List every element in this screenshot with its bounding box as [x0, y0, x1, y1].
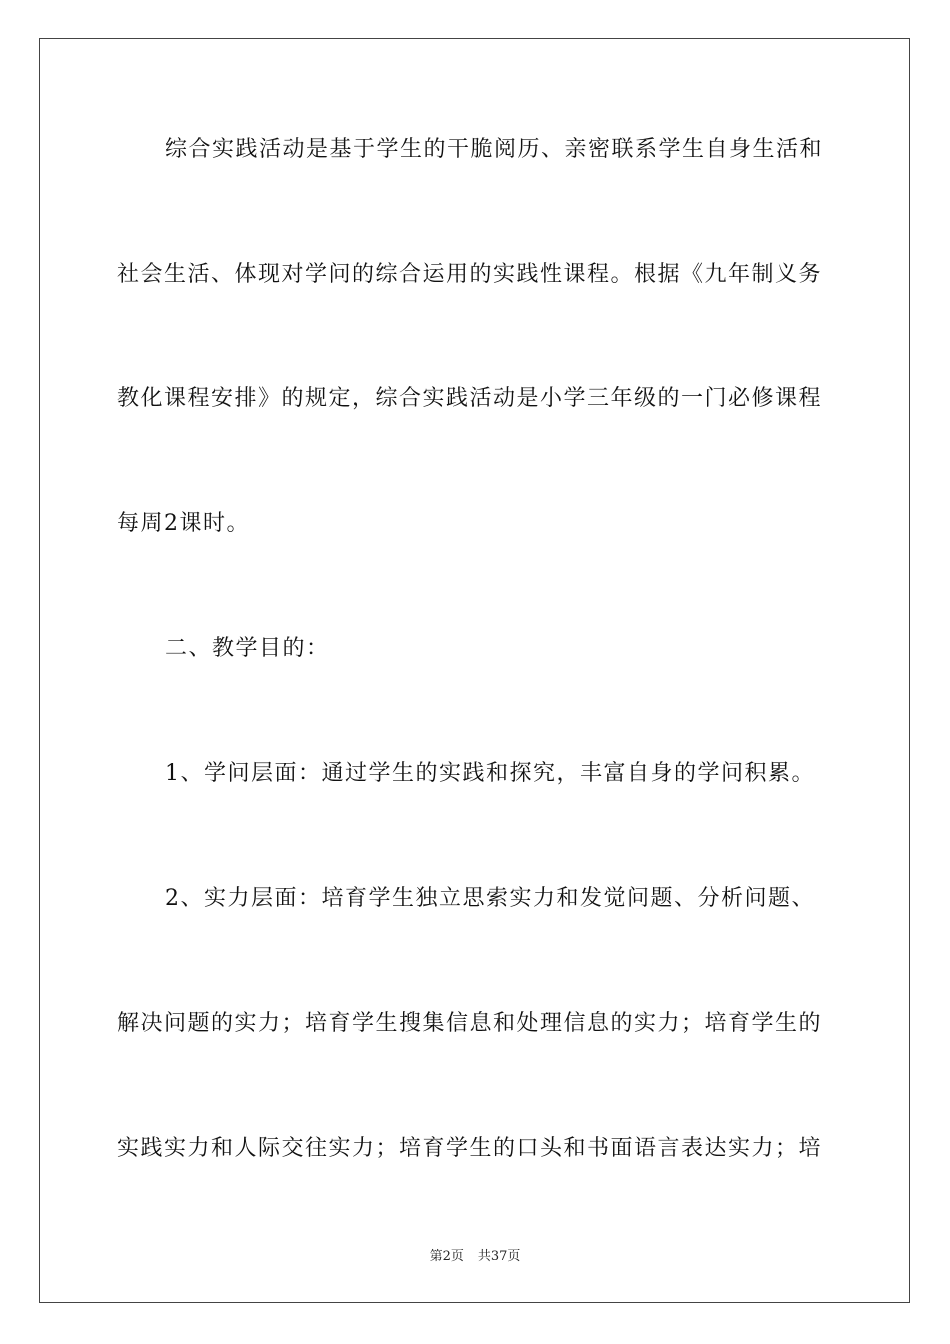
- paragraph-line: 综合实践活动是基于学生的干脆阅历、亲密联系学生自身生活和: [165, 137, 824, 162]
- paragraph-line: 解决问题的实力；培育学生搜集信息和处理信息的实力；培育学生的: [117, 1011, 823, 1036]
- paragraph-line: 2、实力层面：培育学生独立思索实力和发觉问题、分析问题、: [165, 886, 815, 911]
- paragraph-line: 实践实力和人际交往实力；培育学生的口头和书面语言表达实力；培: [117, 1136, 823, 1161]
- page-total: 共37页: [477, 1249, 521, 1264]
- section-heading: 二、教学目的：: [165, 636, 330, 661]
- paragraph-line: 每周2课时。: [117, 511, 250, 536]
- page-number: 第2页: [429, 1249, 464, 1264]
- paragraph-line: 教化课程安排》的规定，综合实践活动是小学三年级的一门必修课程: [117, 386, 823, 411]
- paragraph-line: 社会生活、体现对学问的综合运用的实践性课程。根据《九年制义务: [117, 262, 823, 287]
- page-footer: [0, 1248, 950, 1266]
- page-border: [39, 38, 910, 1303]
- paragraph-line: 1、学问层面：通过学生的实践和探究，丰富自身的学问积累。: [165, 761, 815, 786]
